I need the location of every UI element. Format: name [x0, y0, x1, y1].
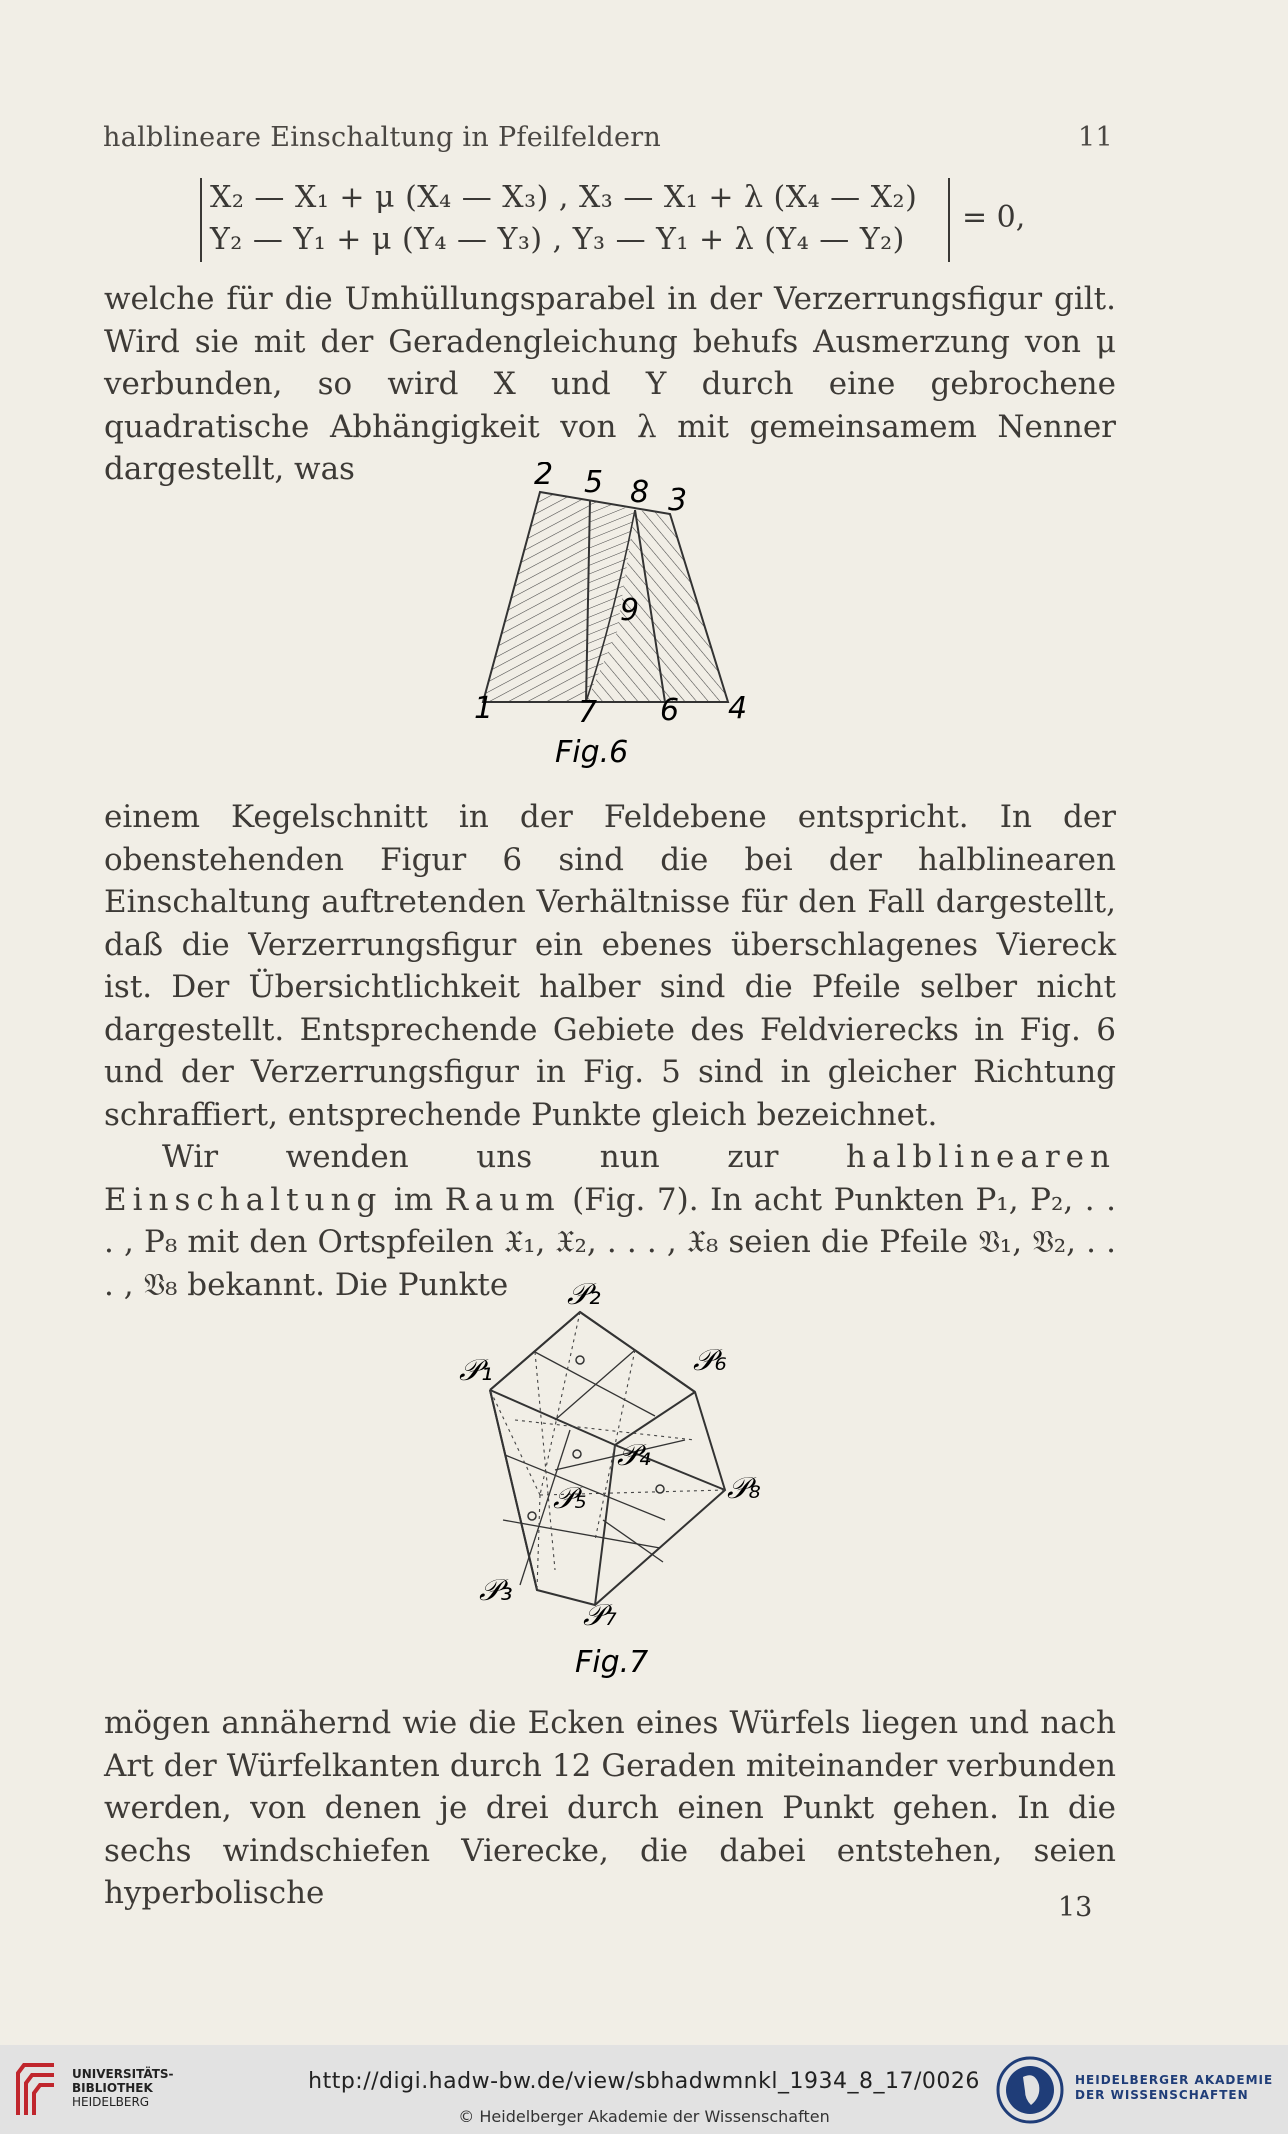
fig6-label-2: 2 — [534, 462, 554, 492]
figure-6 — [460, 462, 760, 772]
paragraph-3-rest: (Fig. 7). In acht Punkten P₁, P₂, . . . , P₈ mit den Ortspfeilen 𝔛₁, 𝔛₂, . . . , 𝔛₈ seien die Pfeile 𝔙₁, 𝔙₂, . . . , 𝔙₈ bekannt. Die Punkte — [104, 1181, 1116, 1303]
paragraph-1: welche für die Umhüllungsparabel in der Verzerrungsfigur gilt. Wird sie mit der Geradengleichung behufs Ausmerzung von μ verbunden, so wird X und Y durch eine gebrochene quadratische Abhängigkeit von λ mit gemeinsamem Nenner dargestellt, was — [104, 281, 1116, 487]
fig6-label-5: 5 — [584, 465, 604, 500]
academy-line-2: DER WISSENSCHAFTEN — [1075, 2088, 1249, 2102]
library-line-1: UNIVERSITÄTS- — [72, 2067, 174, 2081]
paragraph-3-start: Wir wenden uns nun zur — [162, 1139, 847, 1175]
page-number: 11 — [1078, 122, 1113, 153]
running-title: halblineare Einschaltung in Pfeilfeldern — [103, 122, 662, 153]
copyright-notice: © Heidelberger Akademie der Wissenschaften — [458, 2107, 830, 2126]
running-head — [103, 122, 1113, 153]
fig7-label-p4: 𝒫₄ — [617, 1438, 651, 1473]
fig7-label-p6: 𝒫₆ — [693, 1343, 727, 1378]
fig7-label-p7: 𝒫₇ — [583, 1598, 617, 1633]
formula-row-1: X₂ — X₁ + μ (X₄ — X₃) , X₃ — X₁ + λ (X₄ — X₂) — [210, 180, 918, 215]
academy-logo-icon — [995, 2055, 1065, 2125]
fig7-caption: Fig.7 — [575, 1645, 649, 1680]
fig6-caption: Fig.6 — [555, 735, 629, 770]
fig7-label-p5: 𝒫₅ — [553, 1481, 587, 1516]
academy-name — [1075, 2073, 1273, 2103]
footer-bar — [0, 2045, 1288, 2134]
fig6-label-4: 4 — [728, 691, 748, 726]
fig6-label-6: 6 — [660, 693, 680, 728]
printed-page-number: 13 — [1058, 1892, 1093, 1923]
fig6-region-left — [483, 492, 590, 702]
paragraph-3-emphasis-1: halblinearen Einschaltung — [104, 1139, 1116, 1218]
determinant-formula — [196, 176, 1056, 266]
fig7-label-p1: 𝒫₁ — [459, 1353, 493, 1388]
permalink-url[interactable]: http://digi.hadw-bw.de/view/sbhadwmnkl_1934_8_17/0026 — [308, 2069, 980, 2094]
paragraph-4: mögen annähernd wie die Ecken eines Würfels liegen und nach Art der Würfelkanten durch 12 Geraden miteinander verbunden werden, von denen je drei durch einen Punkt gehen. In die sechs windschiefen Vierecke, die dabei entstehen, seien hyperbolische — [104, 1705, 1116, 1911]
fig7-label-p8: 𝒫₈ — [727, 1471, 761, 1506]
determinant-bar-left — [200, 178, 202, 262]
paragraph-3-emphasis-2: Raum — [444, 1181, 561, 1218]
library-line-2: BIBLIOTHEK — [72, 2081, 153, 2095]
determinant-bar-right — [948, 178, 950, 262]
fig6-label-8: 8 — [630, 475, 650, 510]
fig6-label-7: 7 — [578, 695, 598, 730]
paragraph-3-mid: im — [382, 1181, 445, 1218]
fig6-label-9: 9 — [620, 593, 640, 628]
formula-rhs: = 0, — [962, 200, 1026, 235]
figure-7 — [455, 1280, 785, 1690]
fig7-label-p2: 𝒫₂ — [567, 1280, 601, 1312]
fig6-label-3: 3 — [668, 483, 688, 518]
fig7-label-p3: 𝒫₃ — [479, 1573, 513, 1608]
fig6-label-1: 1 — [474, 691, 494, 726]
formula-row-2: Y₂ — Y₁ + μ (Y₄ — Y₃) , Y₃ — Y₁ + λ (Y₄ — Y₂) — [210, 222, 905, 257]
library-line-3: HEIDELBERG — [72, 2095, 150, 2109]
paragraph-2: einem Kegelschnitt in der Feldebene entspricht. In der obenstehenden Figur 6 sind die bei der halblinearen Einschaltung auftretenden Verhältnisse für den Fall dargestellt, daß die Verzerrungsfigur ein ebenes überschlagenes Viereck ist. Der Übersichtlichkeit halber sind die Pfeile selber nicht dargestellt. Entsprechende Gebiete des Feldvierecks in Fig. 6 und der Verzerrungsfigur in Fig. 5 sind in gleicher Richtung schraffiert, entsprechende Punkte gleich bezeichnet. — [104, 799, 1116, 1133]
academy-line-1: HEIDELBERGER AKADEMIE — [1075, 2073, 1274, 2087]
